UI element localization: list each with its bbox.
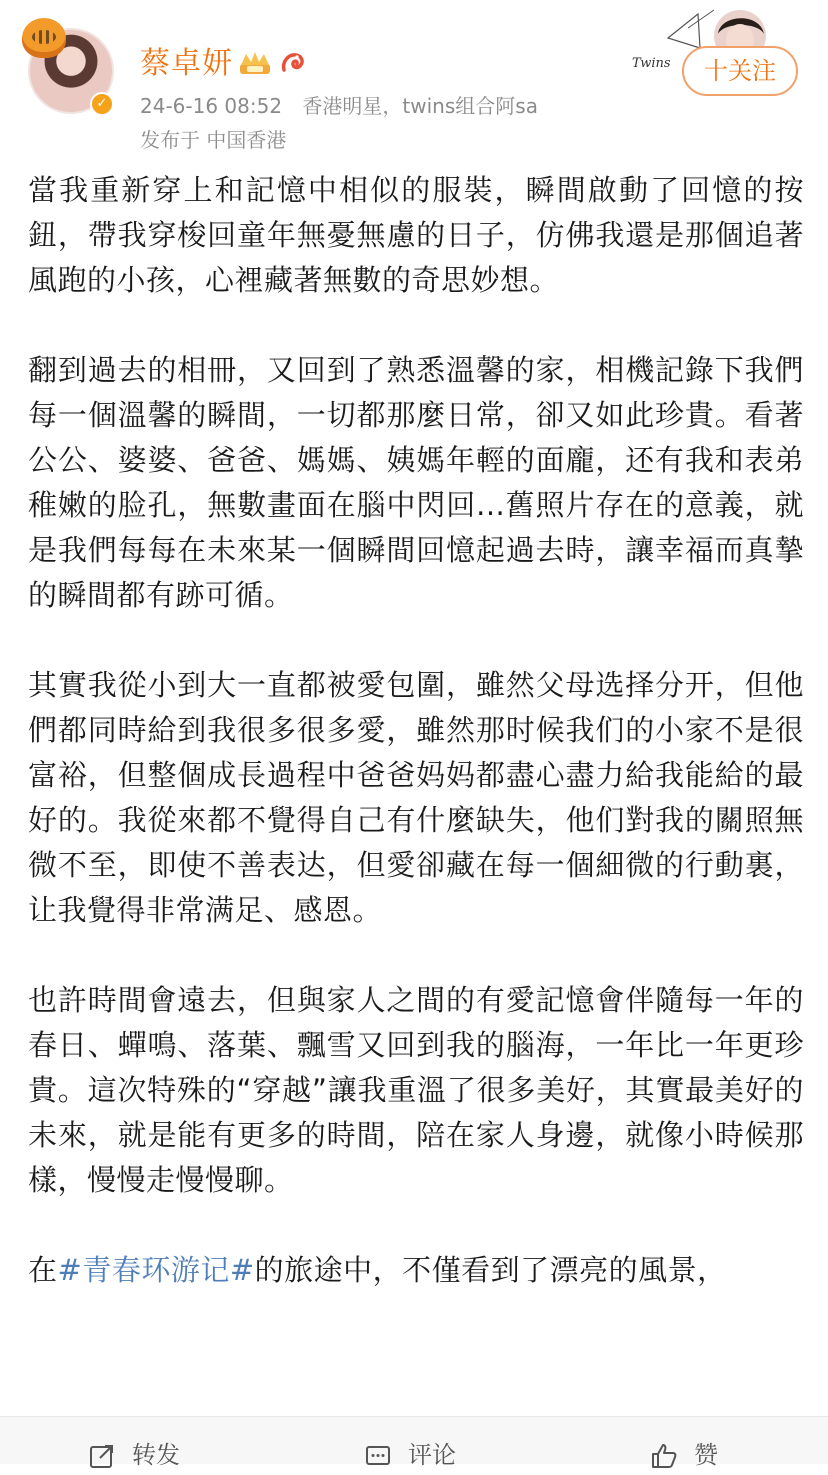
comment-icon <box>364 1442 392 1470</box>
dragon-icon <box>280 50 306 76</box>
post-location: 发布于 中国香港 <box>140 128 287 152</box>
comment-label: 评论 <box>408 1441 456 1469</box>
comment-button[interactable] <box>364 1435 456 1475</box>
repost-button[interactable] <box>88 1435 180 1475</box>
repost-icon <box>88 1442 116 1470</box>
post-header <box>0 0 828 160</box>
post-content <box>28 168 804 1338</box>
post-meta <box>140 92 552 120</box>
follow-button[interactable]: 十关注 <box>682 46 798 96</box>
paragraph-5-rest: 的旅途中，不僅看到了漂亮的風景， <box>254 1253 727 1287</box>
post-timestamp: 24-6-16 08:52 <box>140 94 283 118</box>
author-name[interactable]: 蔡卓妍 <box>140 46 233 81</box>
paragraph-5-lead: 在 <box>28 1253 58 1287</box>
repost-label: 转发 <box>132 1441 180 1469</box>
tiger-frame-icon <box>22 18 66 58</box>
post-source: 香港明星，twins组合阿sa <box>302 94 538 118</box>
paragraph-2: 翻到過去的相冊，又回到了熟悉溫馨的家，相機記錄下我們每一個溫馨的瞬間，一切都那麼日常，卻又如此珍貴。看著公公、婆婆、爸爸、媽媽、姨媽年輕的面龐，还有我和表弟稚嫩的脸孔，無數畫面在腦中閃回...舊照片存在的意義，就是我們每每在未來某一個瞬間回憶起過去時，讓幸福而真摯的瞬間都有跡可循。 <box>28 353 804 612</box>
paragraph-5 <box>28 1248 804 1293</box>
like-icon <box>650 1442 678 1470</box>
like-button[interactable] <box>650 1435 718 1475</box>
paragraph-3: 其實我從小到大一直都被愛包圍，雖然父母选择分开，但他們都同時給到我很多很多愛，雖然那时候我们的小家不是很富裕，但整個成長過程中爸爸妈妈都盡心盡力給我能給的最好的。我從來都不覺得自己有什麼缺失，他们對我的關照無微不至，即使不善表达，但愛卻藏在每一個細微的行動裏，让我覺得非常满足、感恩。 <box>28 668 804 927</box>
paragraph-4: 也許時間會遠去，但與家人之間的有愛記憶會伴隨每一年的春日、蟬鳴、落葉、飄雪又回到我的腦海，一年比一年更珍貴。這次特殊的“穿越”讓我重溫了很多美好，其實最美好的未來，就是能有更多的時間，陪在家人身邊，就像小時候那樣，慢慢走慢慢聊。 <box>28 983 804 1197</box>
avatar-container[interactable] <box>22 18 122 118</box>
verified-icon: ✓ <box>90 92 114 116</box>
twins-signature: Twins <box>632 56 671 71</box>
crown-icon <box>238 50 272 76</box>
hashtag-link[interactable]: #青春环游记# <box>57 1253 255 1287</box>
like-label: 赞 <box>694 1441 718 1469</box>
action-bar <box>0 1416 828 1469</box>
paragraph-1: 當我重新穿上和記憶中相似的服裝，瞬間啟動了回憶的按鈕，帶我穿梭回童年無憂無慮的日子，仿佛我還是那個追著風跑的小孩，心裡藏著無數的奇思妙想。 <box>28 173 804 297</box>
